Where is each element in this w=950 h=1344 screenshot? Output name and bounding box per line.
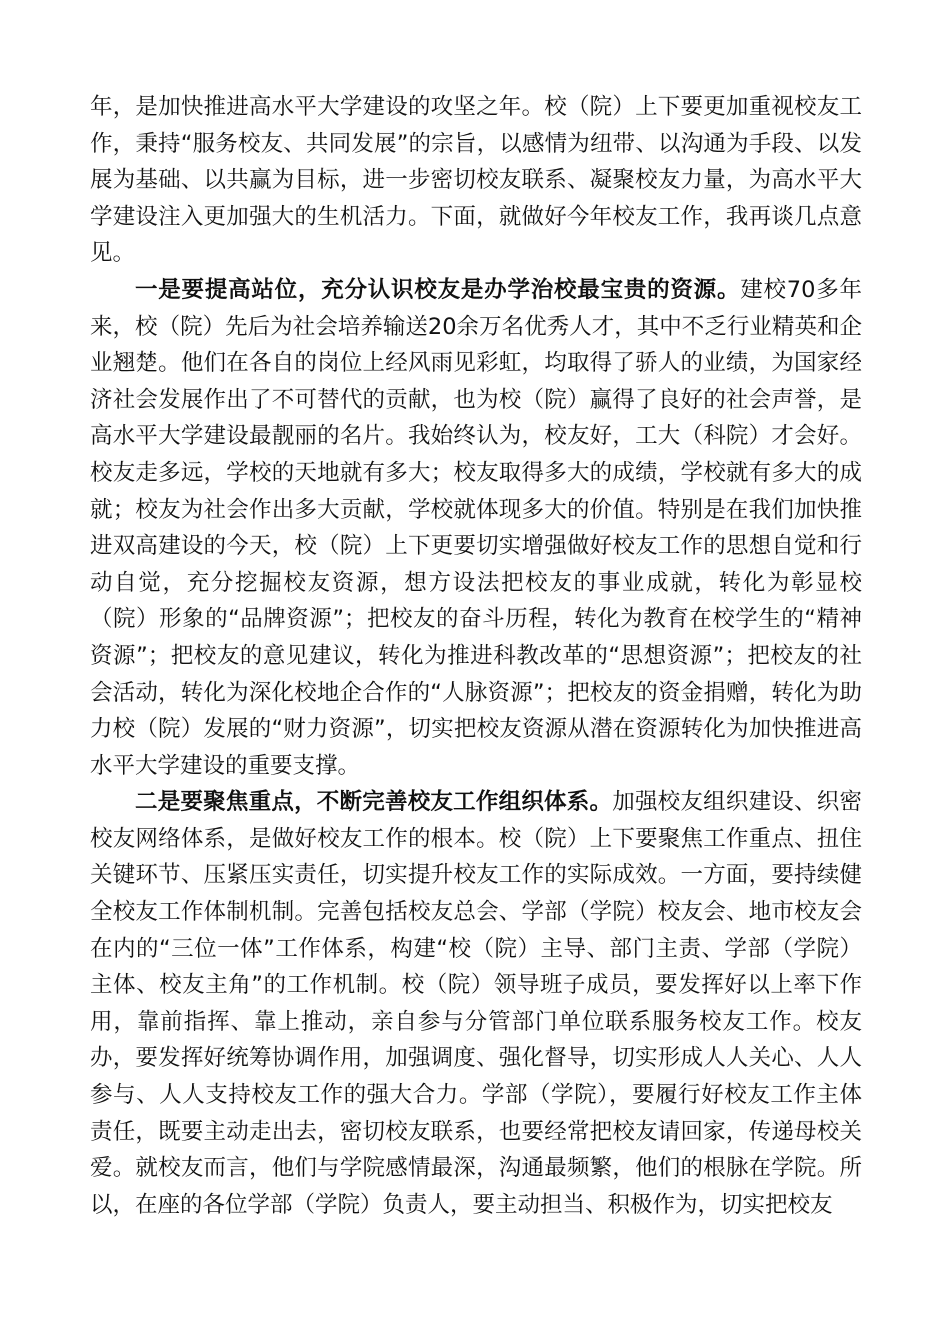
paragraph-point-two bbox=[90, 784, 862, 1223]
paragraph-point-two-text: 加强校友组织建设、织密校友网络体系，是做好校友工作的根本。校（院）上下要聚焦工作重点、扭住关键环节、压紧压实责任，切实提升校友工作的实际成效。一方面，要持续健全校友工作体制机制。完善包括校友总会、学部（学院）校友会、地市校友会在内的“三位一体”工作体系，构建“校（院）主导、部门主责、学部（学院）主体、校友主角”的工作机制。校（院）领导班子成员，要发挥好以上率下作用，靠前指挥、靠上推动，亲自参与分管部门单位联系服务校友工作。校友办，要发挥好统筹协调作用，加强调度、强化督导，切实形成人人关心、人人参与、人人支持校友工作的强大合力。学部（学院），要履行好校友工作主体责任，既要主动走出去，密切校友联系，也要经常把校友请回家，传递母校关爱。就校友而言，他们与学院感情最深，沟通最频繁，他们的根脉在学院。所以，在座的各位学部（学院）负责人，要主动担当、积极作为，切实把校友 bbox=[90, 789, 862, 1218]
paragraph-point-one bbox=[90, 272, 862, 784]
paragraph-point-one-lead: 一是要提高站位，充分认识校友是办学治校最宝贵的资源。 bbox=[135, 276, 741, 303]
paragraph-point-one-text: 建校70多年来，校（院）先后为社会培养输送20余万名优秀人才，其中不乏行业精英和企业翘楚。他们在各自的岗位上经风雨见彩虹，均取得了骄人的业绩，为国家经济社会发展作出了不可替代的贡献，也为校（院）赢得了良好的社会声誉，是高水平大学建设最靓丽的名片。我始终认为，校友好，工大（科院）才会好。校友走多远，学校的天地就有多大；校友取得多大的成绩，学校就有多大的成就；校友为社会作出多大贡献，学校就体现多大的价值。特别是在我们加快推进双高建设的今天，校（院）上下更要切实增强做好校友工作的思想自觉和行动自觉，充分挖掘校友资源，想方设法把校友的事业成就，转化为彰显校（院）形象的“品牌资源”；把校友的奋斗历程，转化为教育在校学生的“精神资源”；把校友的意见建议，转化为推进科教改革的“思想资源”；把校友的社会活动，转化为深化校地企合作的“人脉资源”；把校友的资金捐赠，转化为助力校（院）发展的“财力资源”，切实把校友资源从潜在资源转化为加快推进高水平大学建设的重要支撑。 bbox=[90, 276, 862, 779]
document-page bbox=[90, 89, 862, 1223]
paragraph-intro-text: 年，是加快推进高水平大学建设的攻坚之年。校（院）上下要更加重视校友工作，秉持“服务校友、共同发展”的宗旨，以感情为纽带、以沟通为手段、以发展为基础、以共赢为目标，进一步密切校友联系、凝聚校友力量，为高水平大学建设注入更加强大的生机活力。下面，就做好今年校友工作，我再谈几点意见。 bbox=[90, 94, 862, 267]
paragraph-intro bbox=[90, 89, 862, 272]
paragraph-point-two-lead: 二是要聚焦重点，不断完善校友工作组织体系。 bbox=[135, 789, 613, 816]
